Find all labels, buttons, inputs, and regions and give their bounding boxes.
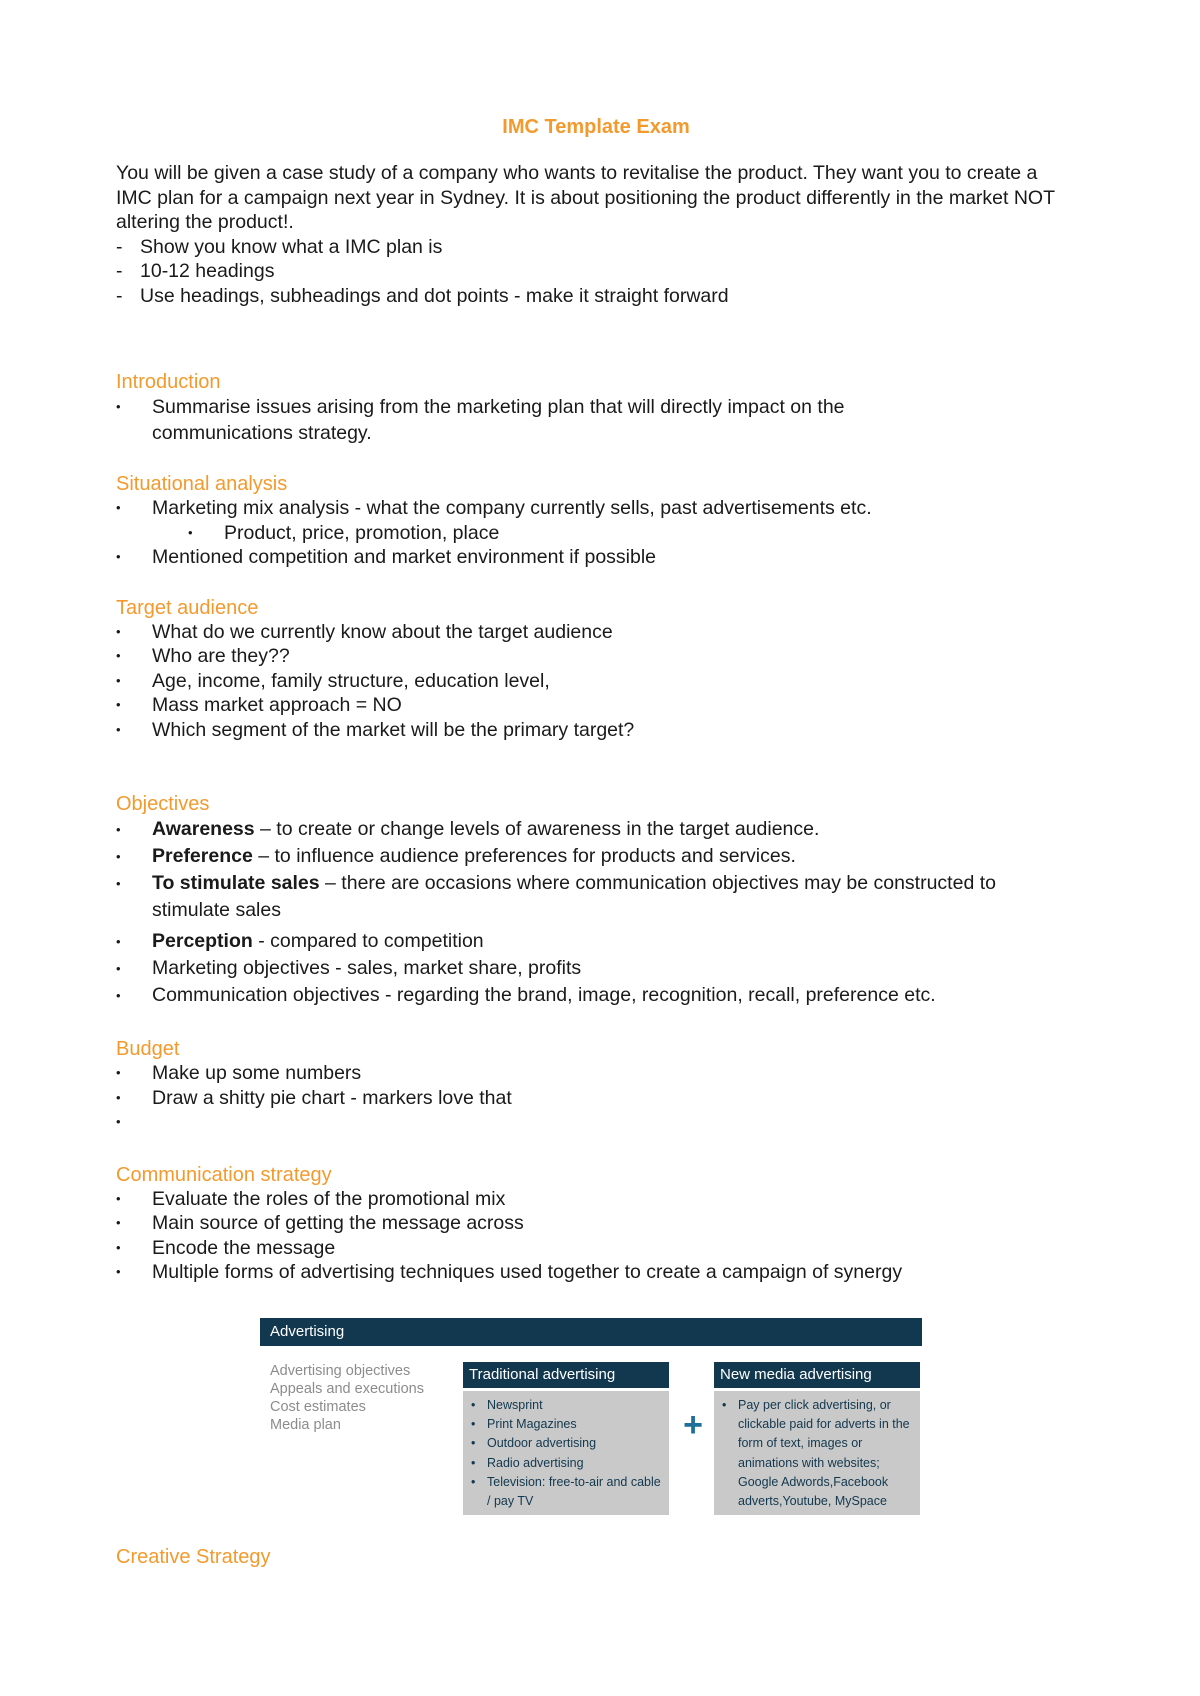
box-item: • Newsprint [469, 1396, 663, 1415]
objective-item [116, 928, 1076, 955]
section-situational-analysis [116, 472, 1076, 570]
objective-text: – to create or change levels of awareness in the target audience. [254, 818, 820, 840]
list-item: • Summarise issues arising from the marketing plan that will directly impact on the communications strategy. [116, 394, 972, 446]
objective-text: – there are occasions where communication objectives may be constructed to stimulate sales [152, 872, 996, 921]
section-introduction [116, 370, 1076, 446]
objective-term: To stimulate sales [152, 872, 320, 894]
list-item-empty [116, 1110, 1076, 1135]
section-heading: Communication strategy [116, 1163, 332, 1186]
box-item: • Outdoor advertising [469, 1434, 663, 1453]
box-item: • Print Magazines [469, 1415, 663, 1434]
list-item: • Encode the message [116, 1236, 1076, 1261]
objective-term: Awareness [152, 818, 255, 840]
list-item: • Multiple forms of advertising techniques used together to create a campaign of synergy [116, 1260, 1076, 1285]
section-communication-strategy [116, 1163, 1076, 1285]
list-item: • Mentioned competition and market environment if possible [116, 545, 1076, 570]
box-title: Traditional advertising [463, 1362, 669, 1388]
objective-text: Marketing objectives - sales, market share, profits [152, 957, 582, 979]
box-body [463, 1391, 669, 1515]
intro-point: - Use headings, subheadings and dot points - make it straight forward [116, 284, 1076, 309]
box-title: New media advertising [714, 1362, 920, 1388]
document-page [116, 116, 1076, 1285]
intro-point: - Show you know what a IMC plan is [116, 235, 1076, 260]
new-media-advertising-box [714, 1362, 920, 1515]
box-body [714, 1391, 920, 1515]
section-heading: Budget [116, 1038, 180, 1060]
list-subitem: • Product, price, promotion, place [116, 521, 1076, 546]
section-budget [116, 1037, 1076, 1135]
list-item: • Marketing mix analysis - what the company currently sells, past advertisements etc. [116, 496, 1076, 521]
intro-points [116, 235, 1076, 309]
traditional-advertising-box [463, 1362, 669, 1515]
list-item: • Which segment of the market will be the primary target? [116, 718, 1076, 743]
objective-item [116, 982, 1076, 1009]
box-item: • Pay per click advertising, or clickable paid for adverts in the form of text, images or animations with websites; Google Adwords,Facebook adverts,Youtube, MySpace [720, 1396, 914, 1511]
diagram-left-item: Cost estimates [270, 1399, 366, 1415]
list-item: • What do we currently know about the target audience [116, 620, 1076, 645]
diagram-header: Advertising [260, 1318, 922, 1346]
list-item: • Evaluate the roles of the promotional mix [116, 1187, 1076, 1212]
box-item: • Television: free-to-air and cable / pay TV [469, 1473, 663, 1511]
section-heading: Target audience [116, 596, 259, 619]
objective-text: – to influence audience preferences for products and services. [252, 845, 796, 867]
list-item: • Age, income, family structure, education level, [116, 669, 1076, 694]
list-item: • Main source of getting the message across [116, 1211, 1076, 1236]
diagram-left-list [270, 1362, 424, 1434]
advertising-diagram [260, 1318, 922, 1508]
objective-item [116, 870, 1032, 924]
objective-term: Perception [152, 930, 253, 952]
list-item: • Who are they?? [116, 644, 1076, 669]
objective-text: Communication objectives - regarding the brand, image, recognition, recall, preference etc. [152, 984, 936, 1006]
box-item: • Radio advertising [469, 1454, 663, 1473]
intro-paragraph: You will be given a case study of a company who wants to revitalise the product. They want you to create a IMC plan for a campaign next year in Sydney. It is about positioning the product differently in the market NOT altering the product!. [116, 162, 1055, 233]
plus-icon: + [683, 1406, 703, 1444]
section-heading: Objectives [116, 793, 210, 815]
page-title: IMC Template Exam [502, 116, 690, 138]
section-heading: Situational analysis [116, 473, 288, 495]
objective-text: - compared to competition [252, 930, 484, 952]
objective-item [116, 843, 1076, 870]
section-target-audience [116, 596, 1076, 743]
diagram-left-item: Advertising objectives [270, 1363, 411, 1379]
section-heading: Introduction [116, 371, 221, 393]
list-item: • Mass market approach = NO [116, 693, 1076, 718]
diagram-left-item: Appeals and executions [270, 1381, 424, 1397]
objective-term: Preference [152, 845, 253, 867]
objective-item [116, 816, 1076, 843]
section-objectives [116, 792, 1076, 1009]
diagram-left-item: Media plan [270, 1417, 341, 1433]
list-item: • Make up some numbers [116, 1061, 1076, 1086]
section-creative-strategy-heading: Creative Strategy [116, 1546, 271, 1568]
list-item: • Draw a shitty pie chart - markers love that [116, 1086, 1076, 1111]
objective-item [116, 955, 1076, 982]
intro-point: - 10-12 headings [116, 259, 1076, 284]
